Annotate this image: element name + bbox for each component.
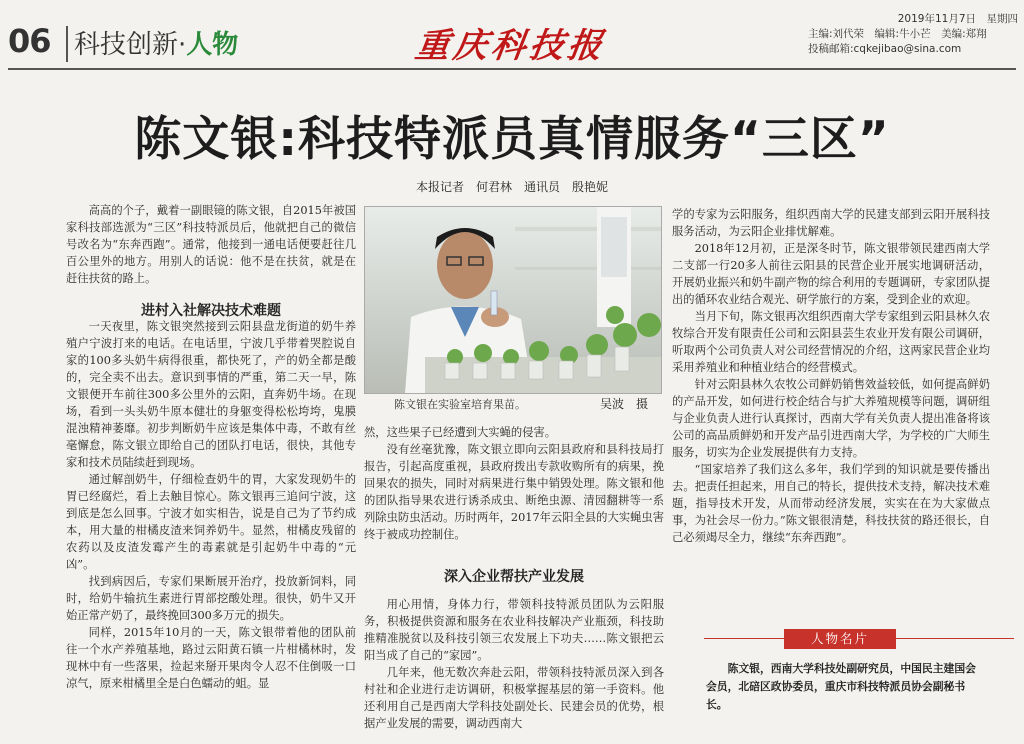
header-rule — [8, 68, 1016, 70]
paragraph: 没有丝毫犹豫，陈文银立即向云阳县政府和县科技局打报告，引起高度重视，县政府拨出专款收购所有的病果，挽回果农的损失，同时对病果进行集中销毁处理。陈文银和他的团队指导果农进行诱杀成虫、断绝虫源、清园翻耕等一系列除虫防虫活动。历时两年，2017年云阳全县的大实蝇虫害终于被成功控制住。 — [364, 443, 664, 541]
profile-title: 人物名片 — [784, 629, 896, 649]
subheading-1: 进村入社解决技术难题 — [141, 303, 281, 319]
photo-caption: 陈文银在实验室培育果苗。 — [394, 398, 526, 411]
section-1-continued — [364, 424, 664, 543]
paragraph: 学的专家为云阳服务，组织西南大学的民建支部到云阳开展科技服务活动，为云阳企业排忧解难。 — [672, 208, 990, 238]
profile-rule-left — [704, 638, 784, 639]
article-intro — [66, 202, 356, 287]
editor-credits: 主编:刘代荣 编辑:牛小芒 美编:郑翔 — [808, 28, 987, 40]
paragraph: 找到病因后，专家们果断展开治疗，投放新饲料，同时，给奶牛输抗生素进行胃部挖酸处理。很快，奶牛又开始正常产奶了，最终挽回300多万元的损失。 — [66, 575, 356, 622]
paragraph: 几年来，他无数次奔赴云阳，带领科技特派员深入到各村社和企业进行走访调研，积极掌握基层的第一手资料。他还利用自己是西南大学科技处副处长、民建会员的优势，根据产业发展的需要，调动西南大 — [364, 666, 664, 730]
issue-date: 2019年11月7日 星期四 — [897, 13, 1018, 25]
submission-email: 投稿邮箱:cqkejibao@sina.com — [808, 43, 962, 55]
subheading-2: 深入企业帮扶产业发展 — [444, 569, 584, 585]
article-photo — [364, 206, 662, 394]
paragraph: 然，这些果子已经遭到大实蝇的侵害。 — [364, 426, 557, 439]
paragraph: 通过解剖奶牛，仔细检查奶牛的胃，大家发现奶牛的胃已经腐烂，看上去触目惊心。陈文银再三追问宁波，这到底是怎么回事。宁波才如实相告，说是自己为了节约成本，用大量的柑橘皮渣来饲养奶牛。显然，柑橘皮残留的农药以及皮渣发霉产生的毒素就是引起奶牛中毒的“元凶”。 — [66, 473, 356, 571]
paragraph: 同样，2015年10月的一天，陈文银带着他的团队前往一个水产养殖基地，路过云阳黄石镇一片柑橘林时，发现林中有一些落果，捡起来掰开果肉令人忍不住倒吸一口凉气，原来柑橘里全是白色蠕动的蛆。显 — [66, 626, 356, 690]
paragraph: 高高的个子，戴着一副眼镜的陈文银，自2015年被国家科技部选派为“三区”科技特派员后，他就把自己的微信号改名为“东奔西跑”。通常，他接到一通电话便要赶往几百公里外的地方。用别人的话说：他不是在扶贫，就是在赶往扶贫的路上。 — [66, 204, 356, 285]
section-name: 科技创新 — [74, 30, 179, 60]
paragraph: 用心用情，身体力行，带领科技特派员团队为云阳服务，积极提供资源和服务在农业科技解决产业瓶颈，科技助推精准脱贫以及科技引领三农发展上下功夫……陈文银把云阳当成了自己的“家园”。 — [364, 598, 664, 662]
section-1-body — [66, 318, 356, 692]
photo-caption-bar — [364, 392, 660, 416]
header-meta — [808, 12, 1018, 57]
newspaper-masthead: 重庆科技报 — [412, 26, 609, 66]
page-number: 06 — [8, 22, 51, 60]
paragraph: 一天夜里，陈文银突然接到云阳县盘龙街道的奶牛养殖户宁波打来的电话。在电话里，宁波几乎带着哭腔说自家的100多头奶牛病得很重，都快死了，产的奶全都是酸的，完全卖不出去。意识到事情的严重，第二天一早，陈文银便开车前往300多公里外的云阳，直奔奶牛场。在现场，看到一头头奶牛原本健壮的身躯变得松松垮垮，鬼膜混浊精神萎靡。初步判断奶牛应该是集体中毒，不敢有丝毫懈怠，陈文银立即给自己的团队打电话，很快，其他专家和技术员陆续赶到现场。 — [66, 320, 356, 469]
paragraph: “国家培养了我们这么多年，我们学到的知识就是要传播出去。把责任担起来，用自己的特长，提供技术支持，解决技术难题，指导技术开发，从而带动经济发展，实实在在为大家做点事，为社会尽一份力。”陈文银很清楚，科技扶贫的路还很长，自己必须竭尽全力，继续“东奔西跑”。 — [672, 463, 990, 544]
profile-rule-right — [896, 638, 1014, 639]
section-2-body — [364, 596, 664, 732]
article-headline: 陈文银:科技特派员真情服务“三区” — [134, 112, 890, 167]
paragraph: 针对云阳县林久农牧公司鲜奶销售效益较低，如何提高鲜奶的产品开发，如何进行校企结合与扩大养殖规模等问题，调研组与企业负责人进行认真探讨，西南大学有关负责人提出准备将该公司的高品质鲜奶和开发产品引进西南大学，为学校的广大师生服务，切实为企业发展提供有力支持。 — [672, 378, 990, 459]
header-divider — [66, 26, 68, 62]
paragraph: 当月下旬，陈文银再次组织西南大学专家组到云阳县林久农牧综合开发有限责任公司和云阳县芸生农业开发有限公司调研，听取两个公司负责人对公司经营情况的介绍，这两家民营企业均采用养殖业和种植业结合的经营模式。 — [672, 310, 990, 374]
section-separator: · — [178, 30, 187, 60]
photo-credit: 吴波 摄 — [599, 397, 648, 411]
lab-photo-illustration — [365, 207, 661, 393]
profile-text: 陈文银，西南大学科技处副研究员，中国民主建国会会员，北碚区政协委员，重庆市科技特派员协会副秘书长。 — [706, 662, 976, 711]
article-byline: 本报记者 何君林 通讯员 殷艳妮 — [415, 180, 608, 194]
section-subname: 人物 — [186, 30, 239, 60]
section-title — [74, 24, 238, 61]
section-2-continued — [672, 206, 990, 546]
paragraph: 2018年12月初，正是深冬时节，陈文银带领民建西南大学二支部一行20多人前往云阳县的民营企业开展实地调研活动，开展奶业振兴和奶牛副产物的综合利用的专题调研，专家团队提出的循环农业结合观光、研学旅行的方案，受到企业的欢迎。 — [672, 242, 990, 306]
